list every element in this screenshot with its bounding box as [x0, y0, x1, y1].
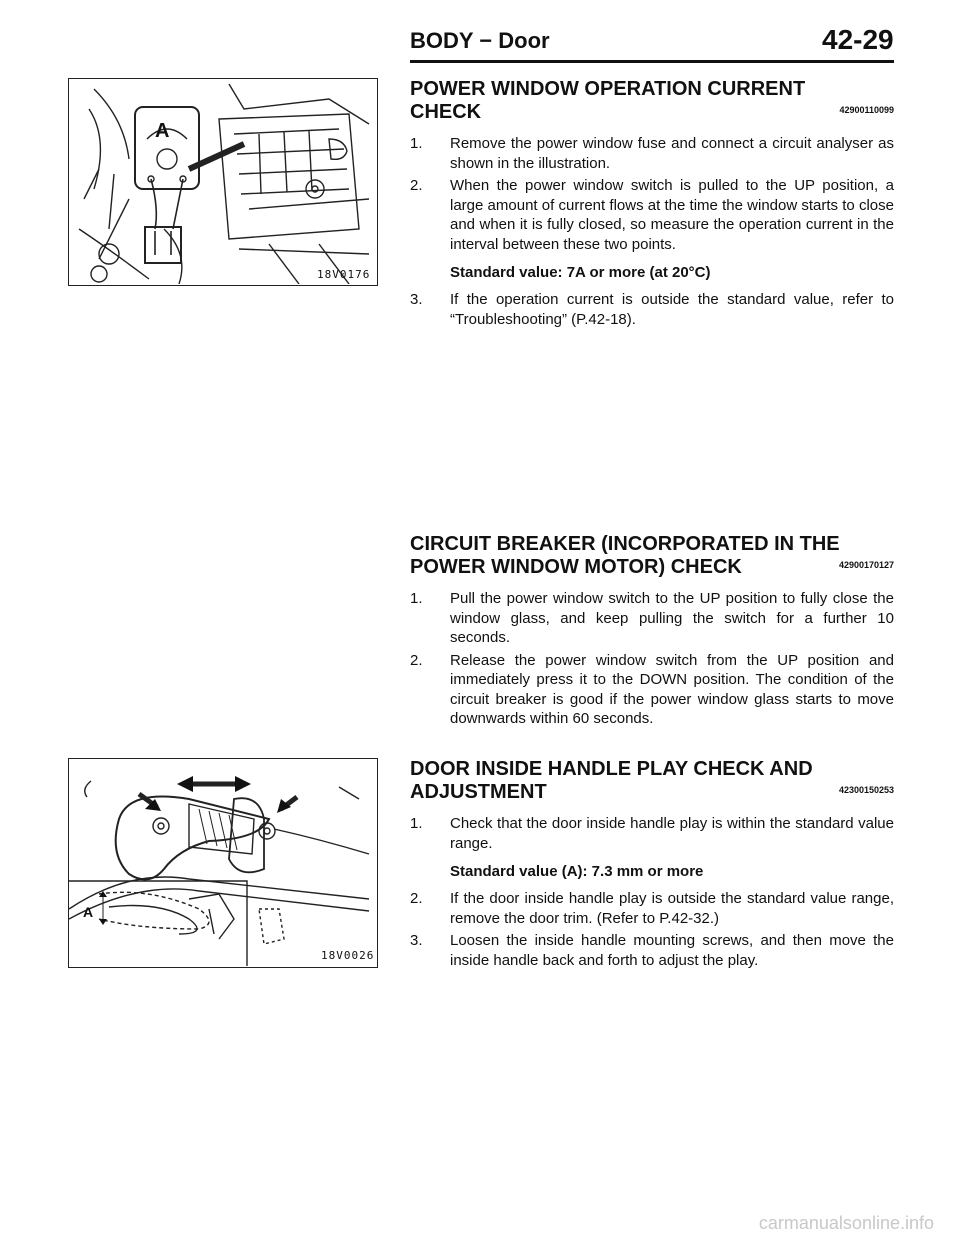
page-header [0, 0, 960, 64]
section3-title-line1: DOOR INSIDE HANDLE PLAY CHECK AND [410, 758, 813, 780]
section2-step-1 [410, 589, 894, 648]
header-title: BODY − Door [410, 28, 550, 53]
footer-watermark: carmanualsonline.info [758, 1213, 934, 1233]
section2-step-2 [410, 651, 894, 729]
step-text: Release the power window switch from the UP position and immediately press it to the DOWN position. The condition of the circuit breaker is good if the power window glass starts to move downwards within 60 seconds. [450, 651, 894, 727]
step-number: 2. [410, 651, 423, 669]
step-number: 1. [410, 815, 423, 832]
section3-standard-value: Standard value (A): 7.3 mm or more [450, 863, 704, 880]
section3-title [410, 758, 894, 804]
section1-step-3 [410, 290, 894, 329]
section3-step-3 [410, 931, 894, 970]
section1-title-line2: CHECK [410, 101, 482, 123]
section3-step-1 [410, 814, 894, 853]
step-text: If the operation current is outside the standard value, refer to “Troubleshooting” (P.42-18). [450, 291, 894, 328]
step-number: 1. [410, 135, 423, 152]
section-door-handle-play [410, 758, 894, 970]
section-power-window-current [410, 78, 894, 329]
section2-title [410, 533, 894, 579]
figure2-label-a: A [83, 904, 94, 920]
step-number: 3. [410, 932, 423, 949]
section2-code: 42900170127 [838, 560, 894, 570]
figure-door-inside-handle [68, 758, 378, 968]
step-text: Pull the power window switch to the UP position to fully close the window glass, and keep pulling the switch for a further 10 seconds. [450, 590, 894, 646]
section1-step-2 [410, 176, 894, 254]
step-number: 1. [410, 590, 423, 607]
step-number: 3. [410, 291, 423, 308]
figure-door-handle-drawing [69, 759, 376, 966]
section3-step-2 [410, 889, 894, 928]
section1-step-1 [410, 134, 894, 173]
section1-title-line1: POWER WINDOW OPERATION CURRENT [410, 78, 806, 100]
section-circuit-breaker-check [410, 533, 894, 729]
section1-code: 42900110099 [839, 105, 894, 115]
step-text: When the power window switch is pulled to the UP position, a large amount of current flows at the time the window starts to close and when it is fully closed, so measure the operation current in the interval between these two points. [450, 177, 894, 253]
figure-circuit-analyser [68, 78, 378, 286]
figure1-code: 18V0176 [317, 268, 371, 281]
header-rule [410, 60, 894, 63]
section2-title-line2: POWER WINDOW MOTOR) CHECK [410, 556, 742, 578]
page-number: 42-29 [822, 24, 894, 55]
figure2-code: 18V0026 [321, 949, 375, 962]
figure-circuit-analyser-drawing [69, 79, 376, 284]
figure1-label-a: A [155, 120, 170, 142]
step-text: Loosen the inside handle mounting screws, and then move the inside handle back and forth to adjust the play. [450, 932, 894, 969]
section1-standard-value: Standard value: 7A or more (at 20°C) [450, 264, 711, 281]
step-text: Remove the power window fuse and connect a circuit analyser as shown in the illustration. [450, 135, 894, 172]
step-text: Check that the door inside handle play is within the standard value range. [450, 815, 894, 852]
step-text: If the door inside handle play is outside the standard value range, remove the door trim. (Refer to P.42-32.) [450, 890, 894, 927]
step-number: 2. [410, 890, 423, 907]
section1-title [410, 78, 894, 124]
step-number: 2. [410, 177, 423, 194]
section3-title-line2: ADJUSTMENT [410, 781, 547, 803]
section3-code: 42300150253 [838, 785, 894, 795]
section2-title-line1: CIRCUIT BREAKER (INCORPORATED IN THE [410, 533, 840, 555]
